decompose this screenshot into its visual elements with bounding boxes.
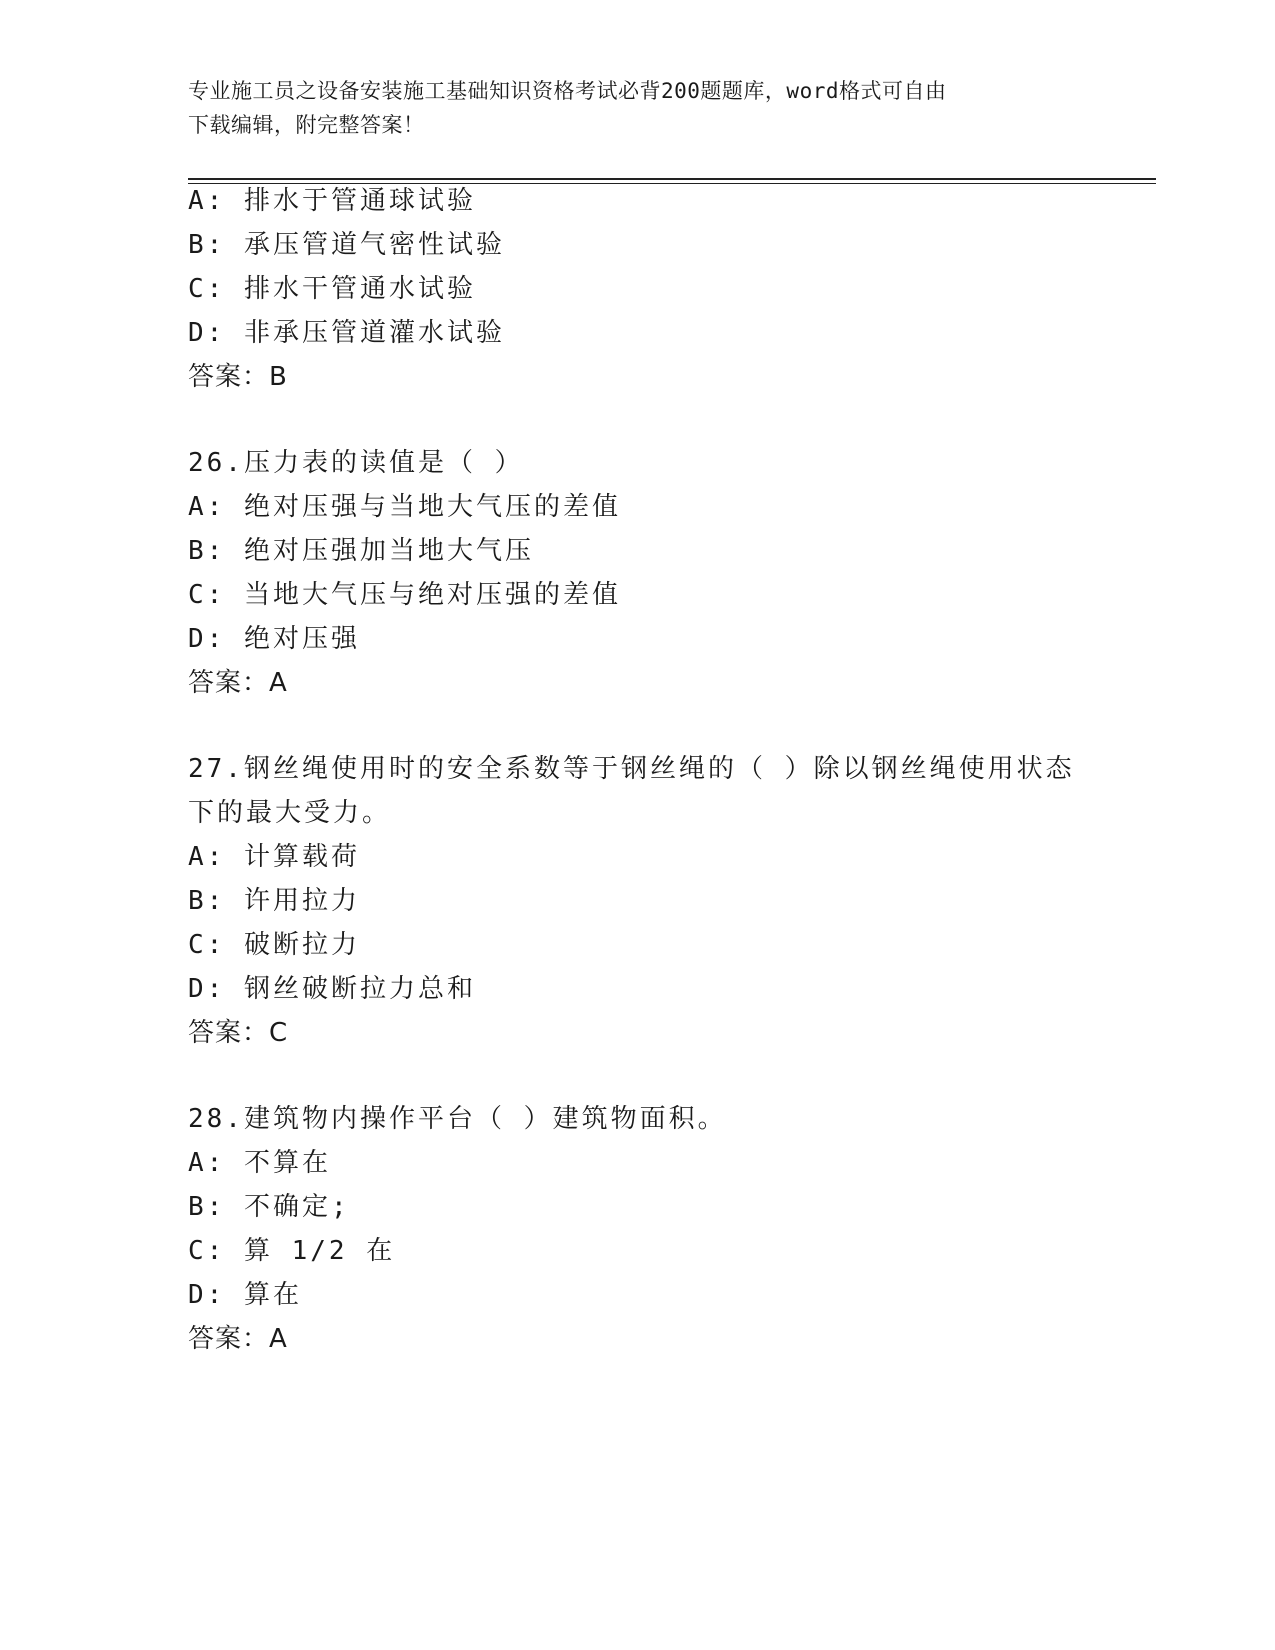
q27-answer: 答案：C bbox=[188, 1018, 289, 1048]
q26-option-b: B: 绝对压强加当地大气压 bbox=[188, 536, 534, 566]
header-line-2: 下载编辑，附完整答案！ bbox=[188, 113, 425, 137]
q25-answer: 答案：B bbox=[188, 362, 288, 392]
q27-option-d: D: 钢丝破断拉力总和 bbox=[188, 974, 476, 1004]
q26-option-d: D: 绝对压强 bbox=[188, 624, 360, 654]
q25-option-a: A: 排水于管通球试验 bbox=[188, 186, 476, 216]
q28-option-c: C: 算 1/2 在 bbox=[188, 1236, 396, 1266]
q25-option-c: C: 排水干管通水试验 bbox=[188, 274, 476, 304]
q26-answer: 答案：A bbox=[188, 668, 288, 698]
q27-stem-line-1: 27.钢丝绳使用时的安全系数等于钢丝绳的（ ）除以钢丝绳使用状态 bbox=[188, 754, 1075, 784]
q28-stem: 28.建筑物内操作平台（ ）建筑物面积。 bbox=[188, 1104, 727, 1134]
q25-option-d: D: 非承压管道灌水试验 bbox=[188, 318, 505, 348]
q27-option-b: B: 许用拉力 bbox=[188, 886, 360, 916]
header-divider bbox=[188, 178, 1156, 180]
q26-option-c: C: 当地大气压与绝对压强的差值 bbox=[188, 580, 621, 610]
q25-option-b: B: 承压管道气密性试验 bbox=[188, 230, 505, 260]
q27-option-c: C: 破断拉力 bbox=[188, 930, 360, 960]
q26-stem: 26.压力表的读值是（ ） bbox=[188, 448, 524, 478]
q28-answer: 答案：A bbox=[188, 1324, 288, 1354]
q28-option-b: B: 不确定; bbox=[188, 1192, 350, 1222]
q28-option-d: D: 算在 bbox=[188, 1280, 302, 1310]
q27-option-a: A: 计算载荷 bbox=[188, 842, 360, 872]
document-header bbox=[188, 74, 1088, 142]
q27-stem-line-2: 下的最大受力。 bbox=[188, 798, 392, 828]
header-line-1: 专业施工员之设备安装施工基础知识资格考试必背200题题库，word格式可自由 bbox=[188, 79, 947, 103]
q26-option-a: A: 绝对压强与当地大气压的差值 bbox=[188, 492, 621, 522]
q28-option-a: A: 不算在 bbox=[188, 1148, 331, 1178]
